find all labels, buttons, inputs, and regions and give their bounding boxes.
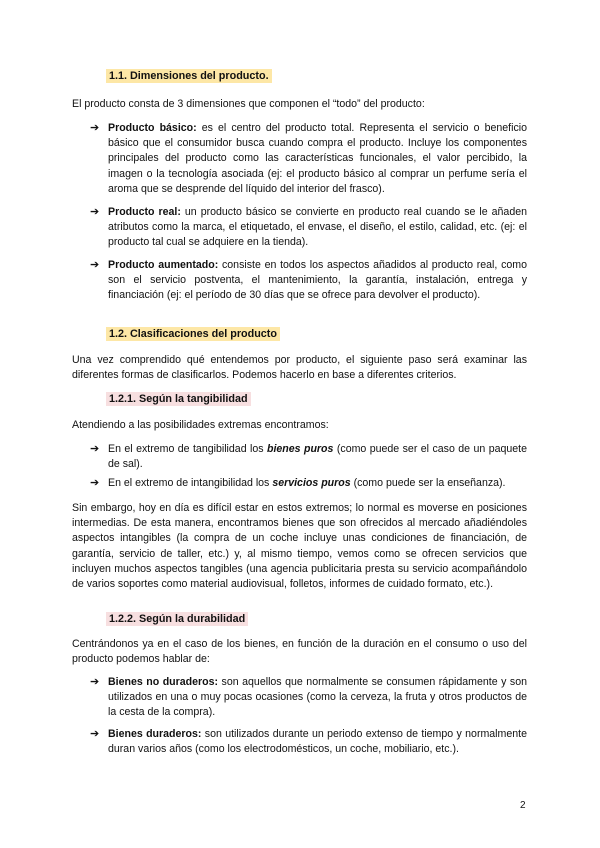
arrow-bullet-icon: ➔ [90,122,100,134]
arrow-bullet-icon: ➔ [90,477,100,489]
arrow-bullet-icon: ➔ [90,206,100,218]
arrow-bullet-icon: ➔ [90,259,100,271]
section-1-1-intro: El producto consta de 3 dimensiones que componen el “todo” del producto: [72,98,425,110]
item-text: un producto básico se convierte en producto real cuando se le añaden atributos como la marca, el etiquetado, el envase, el diseño, el estilo, calidad, etc. (ej: el producto tal cual se adquiere en la tienda). [108,206,527,249]
item-term: Bienes duraderos: [108,728,202,740]
item-text: (como puede ser la enseñanza). [350,477,506,489]
page-number: 2 [520,800,526,811]
section-1-2-intro: Una vez comprendido qué entendemos por producto, el siguiente paso será examinar las diferentes formas de clasificarlos. Podemos hacerlo en base a diferentes criterios. [72,354,527,382]
item-emphasis: servicios puros [272,477,351,489]
list-item [90,727,527,757]
item-term: Producto aumentado: [108,259,219,271]
list-item [90,675,527,721]
section-heading-1-2: 1.2. Clasificaciones del producto [106,327,280,341]
section-heading-1-2-2: 1.2.2. Según la durabilidad [106,612,248,626]
item-text: son utilizados durante un periodo extenso de tiempo y normalmente duran varios años (como los electrodomésticos, un coche, mobiliario, etc.). [108,728,527,756]
item-text: En el extremo de intangibilidad los [108,477,273,489]
item-emphasis: bienes puros [267,443,334,455]
item-text: son aquellos que normalmente se consumen rápidamente y son utilizados en una o muy pocas ocasiones (como la cerveza, la fruta y otros productos de la cesta de la compra). [108,676,528,719]
arrow-bullet-icon: ➔ [90,728,100,740]
list-item [90,442,527,472]
list-item [90,121,527,197]
section-heading-1-2-1: 1.2.1. Según la tangibilidad [106,392,251,406]
list-item [90,205,527,251]
item-term: Bienes no duraderos: [108,676,219,688]
item-text: es el centro del producto total. Representa el servicio o beneficio básico que el consumidor busca cuando compra el producto. Incluye los componentes principales del producto como las características funcionales, el valor percibido, la imagen o la tecnología asociada (ej: el producto básico al comprar un perfume sería el aroma que se desprende del líquido del interior del frasco). [108,122,527,195]
item-text: consiste en todos los aspectos añadidos al producto real, como son el servicio postventa, el mantenimiento, la garantía, instalación, entrega y financiación (ej: el período de 30 días que se ofrece para devolver el producto). [108,259,527,302]
section-1-2-1-body: Sin embargo, hoy en día es difícil estar en estos extremos; lo normal es moverse en posiciones intermedias. De esta manera, encontramos bienes que son ofrecidos al mercado añadiéndoles aspectos intangibles (la compra de un coche incluye unas condiciones de financiación, de garantía, servicio de taller, etc.) y, al mismo tiempo, vemos como se ofrecen servicios que incluyen muchos aspectos tangibles (una agencia publicitaria presta su servicio acompañándolo de varios soportes como material audiovisual, folletos, informes de cuidado formato, etc.). [72,502,527,591]
item-term: Producto real: [108,206,181,218]
section-1-2-1-intro: Atendiendo a las posibilidades extremas encontramos: [72,419,329,431]
section-heading-1-1: 1.1. Dimensiones del producto. [106,69,272,83]
arrow-bullet-icon: ➔ [90,676,100,688]
item-text: (como puede ser el caso de un paquete de sal). [108,443,527,471]
item-text: En el extremo de tangibilidad los [108,443,267,455]
list-item [90,258,527,304]
arrow-bullet-icon: ➔ [90,443,100,455]
list-item [90,476,527,491]
section-1-2-2-intro: Centrándonos ya en el caso de los bienes, en función de la duración en el consumo o uso del producto podemos hablar de: [72,638,527,666]
item-term: Producto básico: [108,122,197,134]
